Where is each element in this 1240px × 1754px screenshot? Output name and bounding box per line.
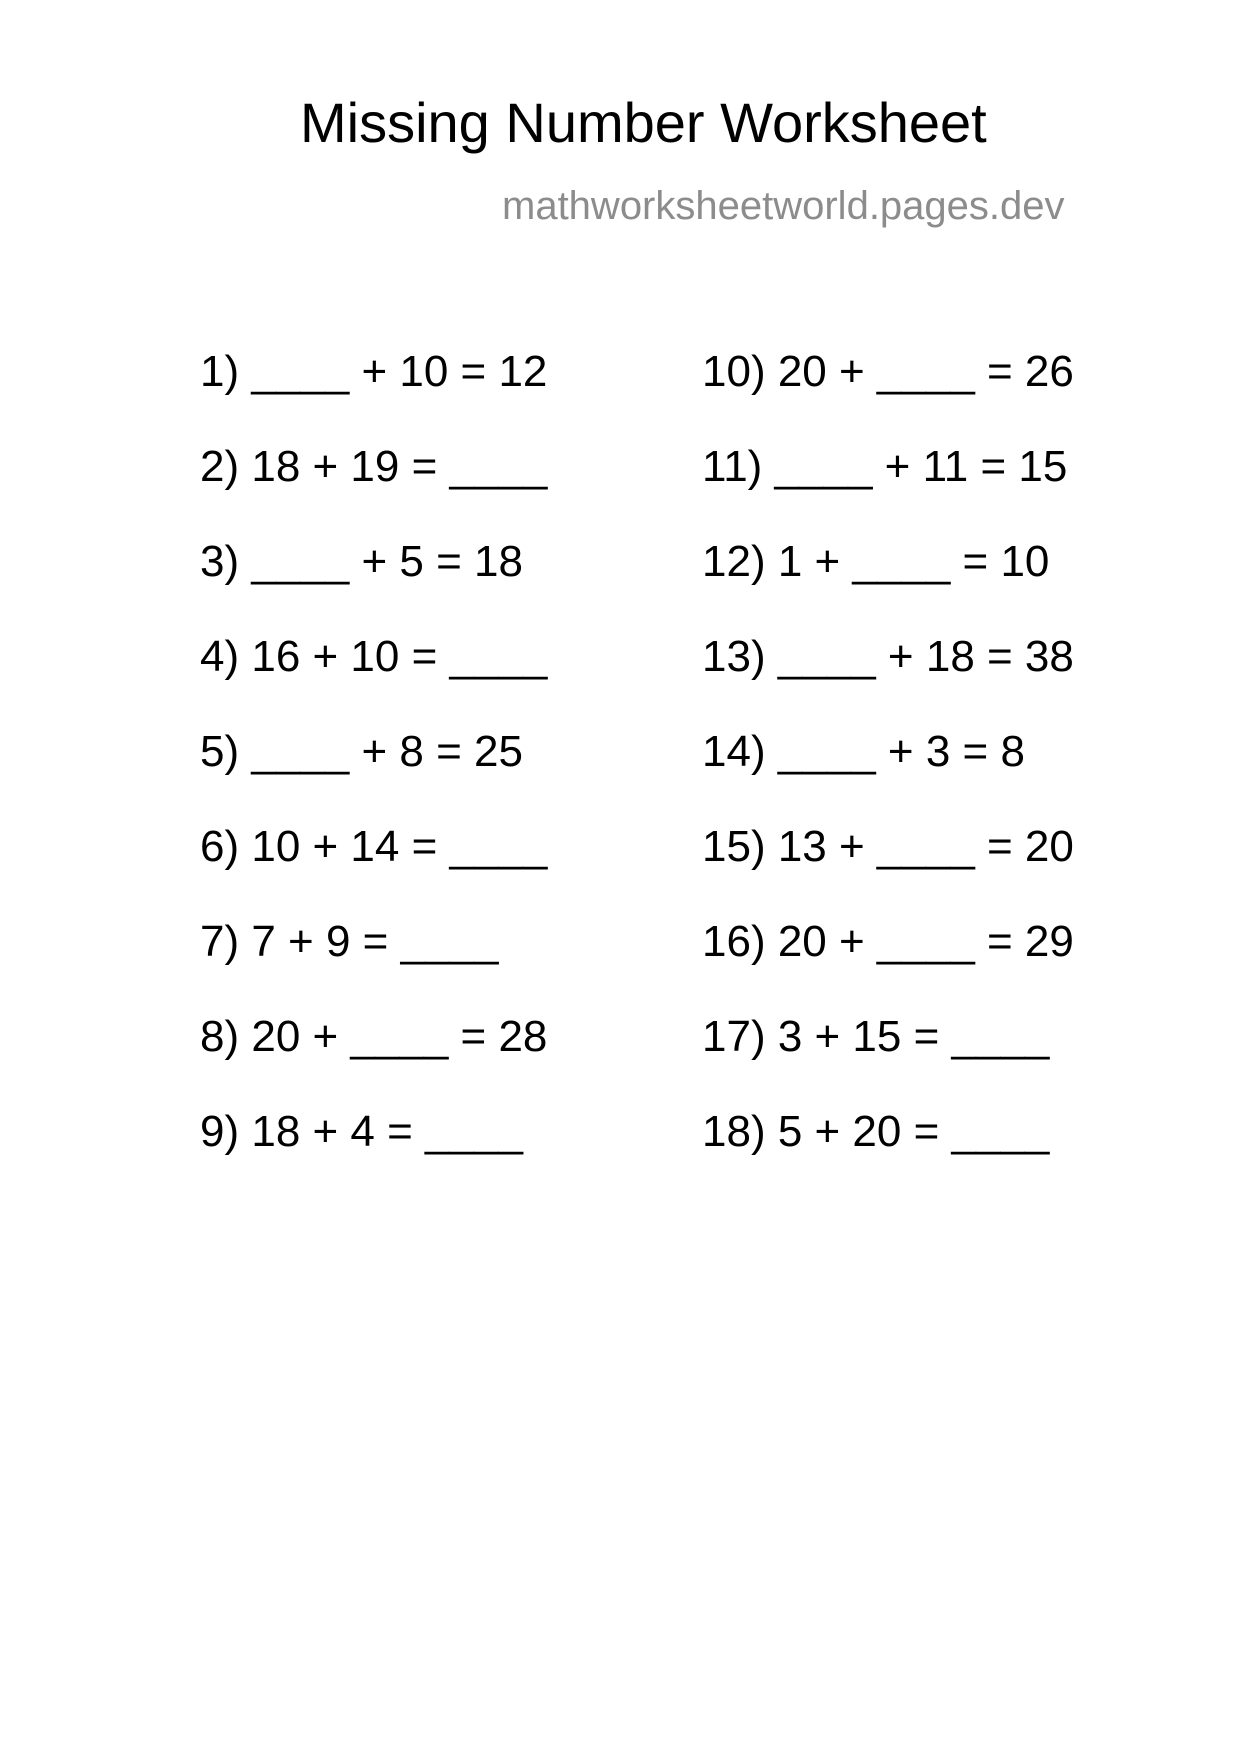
problem-18: 18) 5 + 20 = ____ — [702, 1107, 1050, 1156]
problem-6: 6) 10 + 14 = ____ — [200, 822, 548, 871]
problem-column-left — [200, 347, 548, 1205]
problem-column-right — [702, 347, 1074, 1205]
problem-10: 10) 20 + ____ = 26 — [702, 347, 1074, 396]
problem-9: 9) 18 + 4 = ____ — [200, 1107, 523, 1156]
problem-15: 15) 13 + ____ = 20 — [702, 822, 1074, 871]
worksheet-title: Missing Number Worksheet — [300, 91, 987, 154]
problem-5: 5) ____ + 8 = 25 — [200, 727, 523, 776]
problem-2: 2) 18 + 19 = ____ — [200, 442, 548, 491]
problem-12: 12) 1 + ____ = 10 — [702, 537, 1050, 586]
site-url: mathworksheetworld.pages.dev — [502, 184, 1065, 228]
problem-8: 8) 20 + ____ = 28 — [200, 1012, 548, 1061]
problem-11: 11) ____ + 11 = 15 — [702, 442, 1068, 491]
problem-14: 14) ____ + 3 = 8 — [702, 727, 1025, 776]
problem-4: 4) 16 + 10 = ____ — [200, 632, 548, 681]
problem-16: 16) 20 + ____ = 29 — [702, 917, 1074, 966]
problem-1: 1) ____ + 10 = 12 — [200, 347, 548, 396]
problem-17: 17) 3 + 15 = ____ — [702, 1012, 1050, 1061]
problem-7: 7) 7 + 9 = ____ — [200, 917, 499, 966]
problem-3: 3) ____ + 5 = 18 — [200, 537, 523, 586]
problem-13: 13) ____ + 18 = 38 — [702, 632, 1074, 681]
